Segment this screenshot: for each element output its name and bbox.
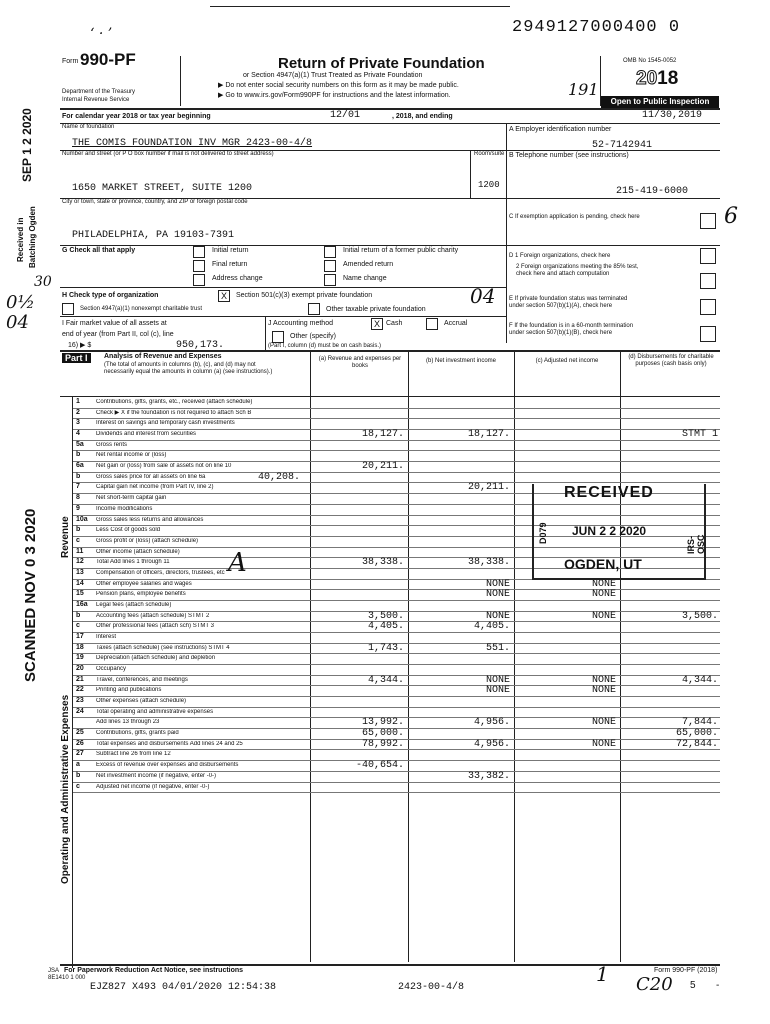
- handwritten-a: A: [228, 548, 247, 578]
- row-label: Total Add lines 1 through 11: [96, 559, 170, 566]
- row-value-a: 4,405.: [367, 621, 404, 633]
- row-number: 26: [76, 739, 84, 747]
- row-number: b: [76, 611, 81, 619]
- row-value-a: 13,992.: [361, 717, 404, 729]
- tax-year: 2018: [636, 68, 679, 89]
- irs-label: Internal Revenue Service: [62, 97, 130, 103]
- row-divider: [72, 418, 720, 419]
- row-value-c: NONE: [591, 610, 616, 622]
- row-value-b: NONE: [485, 610, 510, 622]
- batching-stamp: Batching Ogden: [28, 206, 37, 268]
- name-change-checkbox[interactable]: [324, 274, 336, 286]
- inline-amount: 40,208.: [257, 471, 300, 483]
- paperwork-notice: For Paperwork Reduction Act Notice, see instructions: [64, 967, 244, 974]
- row-value-a: 65,000.: [361, 728, 404, 740]
- final-return-checkbox[interactable]: [193, 260, 205, 272]
- row-label: Excess of revenue over expenses and disbursements: [96, 762, 239, 769]
- part1-tag: Part I: [62, 353, 91, 363]
- fmv-label-1: I Fair market value of all assets at: [62, 320, 167, 327]
- city-label: City or town, state or province, country, and ZIP or foreign postal code: [62, 199, 248, 205]
- handwritten-c20: C20: [636, 974, 673, 995]
- row-value-a: 18,127.: [361, 429, 404, 440]
- row-label: Compensation of officers, directors, trustees, etc: [96, 569, 225, 576]
- scanned-stamp: SCANNED NOV 0 3 2020: [22, 508, 39, 682]
- address-change-label: Address change: [212, 275, 263, 282]
- row-label: Other employee salaries and wages: [96, 580, 192, 587]
- row-label: Total operating and administrative expenses: [96, 708, 214, 715]
- row-number: 9: [76, 504, 80, 512]
- row-divider: [72, 707, 720, 708]
- section-501c3-label: Section 501(c)(3) exempt private foundation: [236, 292, 373, 299]
- foreign-org-checkbox[interactable]: [700, 248, 716, 264]
- row-number: c: [76, 536, 80, 544]
- initial-return-checkbox[interactable]: [193, 246, 205, 258]
- status-terminated-checkbox[interactable]: [700, 299, 716, 315]
- ein-label: A Employer identification number: [509, 126, 612, 133]
- part1-description: (The total of amounts in columns (b), (c), and (d) may not necessarily equal the amounts in column (a) (see instructions).): [104, 362, 273, 375]
- received-date: JUN 2 2 2020: [572, 524, 647, 538]
- row-label: Interest on savings and temporary cash investments: [96, 420, 235, 427]
- fair-market-value: 950,173.: [176, 340, 225, 351]
- part1-title: Analysis of Revenue and Expenses: [104, 353, 222, 360]
- form-subtitle-3: ▶ Go to www.irs.gov/Form990PF for instructions and the latest information.: [218, 92, 451, 99]
- exemption-pending-label: C If exemption application is pending, check here: [509, 214, 640, 220]
- row-label: Other professional fees (attach sch) STMT 3: [96, 623, 214, 630]
- row-value-b: NONE: [485, 685, 510, 697]
- form-subtitle-2: ▶ Do not enter social security numbers on this form as it may be made public.: [218, 82, 459, 89]
- accrual-label: Accrual: [444, 320, 468, 327]
- row-value-b: 38,338.: [467, 557, 510, 569]
- city-state-zip: PHILADELPHIA, PA 19103-7391: [72, 230, 235, 241]
- row-label: Adjusted net income (if negative, enter -0-): [96, 783, 210, 790]
- row-value-c: NONE: [591, 589, 616, 601]
- street-label: Number and street (or P O box number if mail is not delivered to street address): [62, 151, 274, 157]
- row-label: Net rental income or (loss): [96, 452, 167, 459]
- row-label: Gross rents: [96, 441, 128, 448]
- batch-stamp: EJZ827 X493 04/01/2020 12:54:38: [90, 982, 277, 993]
- row-label: Net investment income (if negative, enter -0-): [96, 772, 217, 779]
- foreign-org-label: D 1 Foreign organizations, check here: [509, 253, 611, 259]
- section-501c3-checkbox[interactable]: X: [218, 290, 230, 302]
- row-divider: [72, 664, 720, 665]
- row-label: Travel, conferences, and meetings: [96, 676, 188, 683]
- footer-id: 2423-00-4/8: [398, 982, 465, 993]
- jsa-label: JSA: [48, 968, 60, 974]
- other-method-label: Other (specify): [290, 333, 336, 340]
- page-number: 5: [690, 980, 696, 991]
- row-label: Net gain or (loss) from sale of assets not on line 10: [96, 463, 232, 470]
- street-address: 1650 MARKET STREET, SUITE 1200: [72, 183, 253, 194]
- handwritten-0half: 0½: [6, 292, 35, 313]
- row-label: Printing and publications: [96, 687, 162, 694]
- row-label: Contributions, gifts, grants, etc., received (attach schedule): [96, 399, 253, 405]
- row-label: Add lines 13 through 23: [96, 719, 160, 726]
- section-4947-label: Section 4947(a)(1) nonexempt charitable trust: [80, 306, 203, 312]
- row-value-b: 4,956.: [473, 717, 510, 729]
- handwritten-scribble: ‘ · ’: [90, 26, 113, 42]
- foreign-85-checkbox[interactable]: [700, 273, 716, 289]
- omb-number: OMB No 1545-0052: [623, 58, 677, 64]
- handwritten-04: 04: [470, 284, 496, 308]
- section-4947-checkbox[interactable]: [62, 303, 74, 315]
- initial-former-charity-checkbox[interactable]: [324, 246, 336, 258]
- row-number: c: [76, 782, 80, 790]
- initial-former-charity-label: Initial return of a former public charity: [343, 247, 459, 254]
- stamp-right-code: IRS-OSC: [686, 534, 706, 554]
- sep-date-stamp: SEP 1 2 2020: [20, 108, 34, 182]
- row-value-b: 18,127.: [467, 429, 510, 440]
- row-number: 5a: [76, 440, 84, 448]
- cash-label: Cash: [386, 320, 403, 327]
- row-label: Legal fees (attach schedule): [96, 601, 172, 608]
- document-locator-number: 2949127000400 0: [512, 18, 681, 37]
- address-change-checkbox[interactable]: [193, 274, 205, 286]
- accounting-method-label: J Accounting method: [268, 320, 333, 327]
- row-number: 25: [76, 729, 84, 737]
- footer-form-number: Form 990-PF (2018): [654, 967, 718, 974]
- employer-id-number: 52-7142941: [592, 140, 653, 151]
- row-value-b: 4,405.: [473, 621, 510, 633]
- row-value-a: 78,992.: [361, 738, 404, 750]
- row-value-a: 3,500.: [367, 610, 404, 622]
- row-value-b: NONE: [485, 589, 510, 601]
- fmv-label-2: end of year (from Part II, col (c), line: [62, 331, 174, 338]
- row-number: c: [76, 622, 80, 630]
- footer-dash: -: [716, 980, 720, 991]
- row-number: 2: [76, 408, 80, 416]
- row-divider: [72, 589, 720, 590]
- col-a-header: (a) Revenue and expenses per books: [318, 356, 402, 369]
- form-label: Form: [62, 58, 79, 65]
- exemption-pending-checkbox[interactable]: [700, 213, 716, 229]
- row-value-c: NONE: [591, 578, 616, 590]
- form-subtitle-1: or Section 4947(a)(1) Trust Treated as Private Foundation: [243, 72, 423, 79]
- row-label: Gross sales price for all assets on line 6a: [96, 473, 206, 480]
- row-divider: [72, 792, 720, 793]
- telephone-number: 215-419-6000: [616, 186, 689, 197]
- row-label: Check ▶ X if the foundation is not required to attach Sch B: [96, 409, 252, 416]
- row-number: 24: [76, 707, 84, 715]
- row-number: 14: [76, 579, 84, 587]
- g-label: G Check all that apply: [62, 247, 136, 254]
- row-number: 18: [76, 643, 84, 651]
- row-number: 7: [76, 483, 80, 491]
- row-number: 19: [76, 654, 84, 662]
- row-value-d: 65,000.: [675, 728, 718, 740]
- received-in-stamp: Received in: [16, 217, 25, 262]
- row-number: 11: [76, 547, 84, 555]
- row-divider: [72, 600, 720, 601]
- row-number: 15: [76, 590, 84, 598]
- row-value-c: NONE: [591, 717, 616, 729]
- sixty-month-label: F If the foundation is in a 60-month termination under section 507(b)(1)(B), check here: [509, 323, 634, 336]
- handwritten-30: 30: [34, 274, 52, 290]
- row-label: Income modifications: [96, 505, 153, 512]
- row-value-b: 551.: [485, 642, 510, 654]
- row-label: Interest: [96, 634, 117, 640]
- amended-return-checkbox[interactable]: [324, 260, 336, 272]
- row-value-d: 7,844.: [681, 717, 718, 729]
- row-value-b: 20,211.: [467, 482, 510, 494]
- row-number: b: [76, 771, 81, 779]
- row-value-a: -40,654.: [355, 760, 404, 772]
- name-label: Name of foundation: [62, 124, 115, 130]
- row-number: 10a: [76, 515, 88, 523]
- received-city: OGDEN, UT: [564, 556, 642, 572]
- row-value-d: 72,844.: [675, 738, 718, 750]
- handwritten-six: 6: [724, 204, 738, 229]
- col-d-header: (d) Disbursements for charitable purposes (cash basis only): [628, 354, 714, 367]
- row-number: 20: [76, 665, 84, 672]
- row-number: 3: [76, 419, 80, 427]
- row-label: Occupancy: [96, 666, 127, 672]
- row-number: a: [76, 761, 80, 769]
- jsa-code: 8E1410 1 000: [48, 975, 86, 981]
- row-number: 12: [76, 558, 84, 566]
- row-number: 21: [76, 675, 84, 683]
- cash-checkbox[interactable]: X: [371, 318, 383, 330]
- name-change-label: Name change: [343, 275, 387, 282]
- row-value-a: 38,338.: [361, 557, 404, 569]
- tax-year-begin: 12/01: [330, 110, 361, 121]
- row-value-c: NONE: [591, 674, 616, 686]
- row-label: Accounting fees (attach schedule) STMT 2: [96, 612, 210, 619]
- row-value-c: NONE: [591, 738, 616, 750]
- row-label: Less Cost of goods sold: [96, 527, 161, 534]
- row-label: Capital gain net income (from Part IV, line 2): [96, 484, 214, 491]
- row-label: Depreciation (attach schedule) and depletion: [96, 655, 216, 662]
- row-number: 8: [76, 494, 80, 502]
- row-value-a: 20,211.: [361, 461, 404, 473]
- row-divider: [72, 782, 720, 783]
- calendar-year-label: For calendar year 2018 or tax year beginning: [62, 113, 211, 120]
- stamp-left-code: D079: [538, 522, 548, 544]
- col-b-header: (b) Net investment income: [425, 358, 497, 364]
- expenses-side-label: Operating and Administrative Expenses: [60, 694, 71, 884]
- row-number: 17: [76, 633, 84, 640]
- row-divider: [72, 408, 720, 409]
- handwritten-number: 191: [568, 80, 599, 99]
- row-label: Gross sales less returns and allowances: [96, 516, 204, 523]
- fmv-label-3: 16) ▶ $: [68, 342, 92, 349]
- other-taxable-checkbox[interactable]: [308, 303, 320, 315]
- cash-basis-note: (Part I, column (d) must be on cash basis.): [268, 343, 382, 349]
- handwritten-04-side: 04: [6, 312, 29, 333]
- row-divider: [72, 450, 720, 451]
- row-value-d: STMT 1: [681, 429, 718, 440]
- row-label: Other expenses (attach schedule): [96, 698, 187, 704]
- foreign-85-label: 2 Foreign organizations meeting the 85% test, check here and attach computation: [516, 264, 639, 277]
- row-label: Contributions, gifts, grants paid: [96, 730, 179, 737]
- row-number: 13: [76, 568, 84, 576]
- row-number: b: [76, 472, 81, 480]
- sixty-month-checkbox[interactable]: [700, 326, 716, 342]
- row-value-a: 1,743.: [367, 642, 404, 654]
- form-title: Return of Private Foundation: [278, 55, 485, 72]
- revenue-side-label: Revenue: [60, 516, 71, 558]
- open-to-public-badge: Open to Public Inspection: [601, 96, 719, 108]
- row-number: b: [76, 451, 81, 459]
- room-label: Room/suite: [474, 151, 505, 157]
- row-number: 4: [76, 430, 80, 437]
- phone-label: B Telephone number (see instructions): [509, 152, 629, 159]
- handwritten-1: 1: [596, 962, 609, 986]
- row-label: Pension plans, employee benefits: [96, 591, 186, 598]
- row-value-d: 3,500.: [681, 610, 718, 622]
- received-text: RECEIVED: [564, 484, 654, 501]
- row-number: 16a: [76, 600, 88, 608]
- row-number: 27: [76, 750, 84, 758]
- row-value-b: NONE: [485, 674, 510, 686]
- form-number: 990-PF: [80, 50, 136, 69]
- amended-return-label: Amended return: [343, 261, 394, 268]
- other-taxable-label: Other taxable private foundation: [326, 306, 426, 313]
- row-label: Dividends and interest from securities: [96, 431, 197, 437]
- row-divider: [72, 696, 720, 697]
- row-label: Total expenses and disbursements Add lines 24 and 25: [96, 740, 243, 747]
- final-return-label: Final return: [212, 261, 248, 268]
- foundation-name: THE COMIS FOUNDATION INV MGR 2423-00-4/8: [72, 138, 313, 149]
- row-value-b: NONE: [485, 578, 510, 590]
- h-label: H Check type of organization: [62, 292, 159, 299]
- row-label: Subtract line 26 from line 12: [96, 751, 171, 758]
- row-label: Taxes (attach schedule) (see instructions) STMT 4: [96, 644, 230, 651]
- received-stamp: [532, 484, 706, 580]
- row-number: 23: [76, 697, 84, 704]
- row-number: 1: [76, 398, 80, 405]
- row-value-b: 4,956.: [473, 738, 510, 750]
- department-label: Department of the Treasury: [62, 89, 136, 95]
- col-c-header: (c) Adjusted net income: [535, 358, 599, 364]
- tax-year-end: 11/30,2019: [642, 110, 703, 121]
- status-terminated-label: E If private foundation status was terminated under section 507(b)(1)(A), check here: [509, 296, 628, 309]
- initial-return-label: Initial return: [212, 247, 249, 254]
- row-number: b: [76, 526, 81, 534]
- row-number: 6a: [76, 462, 84, 470]
- row-number: 22: [76, 686, 84, 694]
- calendar-year-mid: , 2018, and ending: [392, 113, 453, 120]
- accrual-checkbox[interactable]: [426, 318, 438, 330]
- row-label: Gross profit or (loss) (attach schedule): [96, 537, 199, 544]
- row-value-c: NONE: [591, 685, 616, 697]
- other-method-checkbox[interactable]: [272, 331, 284, 343]
- row-value-b: 33,382.: [467, 770, 510, 782]
- row-value-d: 4,344.: [681, 674, 718, 686]
- row-label: Net short-term capital gain: [96, 495, 167, 502]
- row-label: Other income (attach schedule): [96, 548, 180, 555]
- room-suite: 1200: [478, 180, 500, 190]
- row-value-a: 4,344.: [367, 674, 404, 686]
